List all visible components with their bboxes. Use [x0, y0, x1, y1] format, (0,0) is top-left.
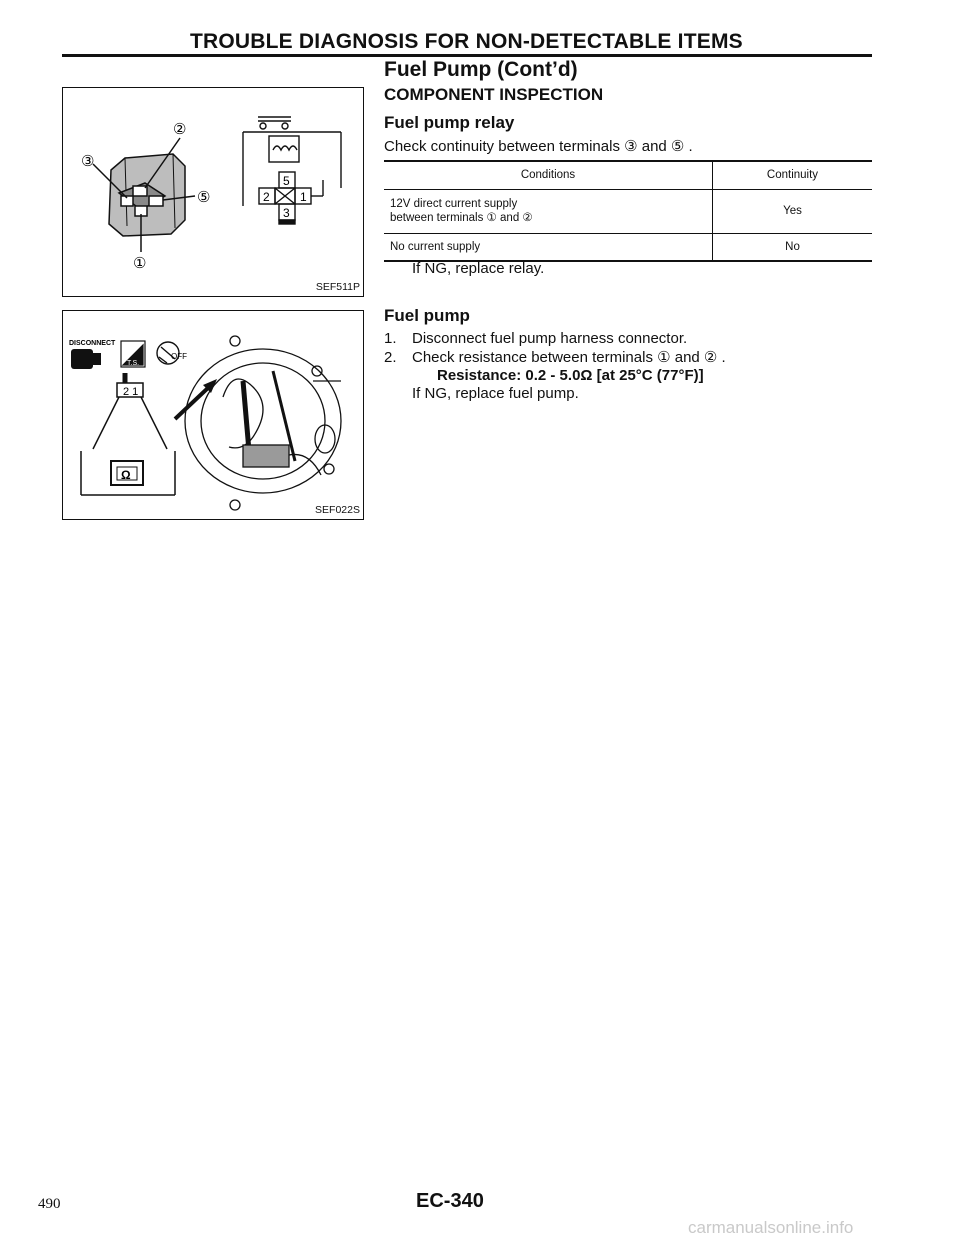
relay-schematic — [243, 117, 341, 224]
pin-label: 3 — [283, 206, 290, 220]
ts-tag: T.S. — [127, 360, 140, 367]
connector-pins: 2 1 — [123, 386, 139, 398]
disconnect-tag: DISCONNECT — [69, 340, 116, 347]
condition-line: between terminals ① and ② — [390, 212, 533, 224]
table-header-conditions: Conditions — [384, 161, 713, 189]
step-item — [384, 330, 687, 347]
table-header-row — [384, 161, 872, 189]
table-row — [384, 233, 872, 261]
header-rule — [62, 54, 872, 57]
page-header-title: TROUBLE DIAGNOSIS FOR NON-DETECTABLE ITEMS — [190, 30, 743, 53]
table-header-continuity: Continuity — [713, 161, 873, 189]
off-tag: OFF — [171, 352, 187, 361]
relay-heading: Fuel pump relay — [384, 113, 515, 132]
callout-label: ⑤ — [197, 189, 211, 206]
pump-heading: Fuel pump — [384, 306, 470, 325]
relay-check-text: Check continuity between terminals ③ and ⑤ . — [384, 138, 693, 155]
continuity-table — [384, 160, 872, 262]
pump-ng-text: If NG, replace fuel pump. — [412, 385, 579, 402]
step-text: Disconnect fuel pump harness connector. — [412, 330, 688, 347]
figure-code: SEF511P — [315, 281, 360, 293]
page-number: 490 — [38, 1196, 61, 1212]
step-text: Check resistance between terminals ① and ② . — [412, 349, 726, 366]
relay-illustration — [63, 88, 363, 296]
ohm-symbol: Ω — [121, 468, 131, 482]
relay-ng-text: If NG, replace relay. — [412, 260, 545, 277]
resistance-spec: Resistance: 0.2 - 5.0Ω [at 25°C (77°F)] — [437, 367, 704, 384]
callout-label: ① — [133, 255, 147, 272]
table-cell-continuity: No — [713, 233, 873, 261]
step-number: 1. — [384, 330, 397, 347]
disconnect-icon — [71, 349, 101, 369]
table-cell-continuity: Yes — [713, 189, 873, 233]
step-number: 2. — [384, 349, 397, 366]
relay-body-drawing — [93, 138, 195, 252]
table-cell-condition: No current supply — [384, 233, 713, 261]
pin-label: 1 — [300, 190, 307, 204]
fuel-pump-illustration — [63, 311, 363, 519]
watermark: carmanualsonline.info — [688, 1218, 854, 1237]
figure-code: SEF022S — [315, 504, 360, 516]
condition-line: 12V direct current supply — [390, 198, 518, 210]
callout-label: ② — [173, 121, 187, 138]
relay-figure — [62, 87, 364, 297]
callout-label: ③ — [81, 153, 95, 170]
subsection-title: COMPONENT INSPECTION — [384, 85, 604, 104]
step-item — [384, 348, 726, 366]
table-cell-condition — [384, 189, 713, 233]
page-code: EC-340 — [416, 1190, 484, 1212]
pin-label: 5 — [283, 174, 290, 188]
fuel-pump-figure — [62, 310, 364, 520]
pin-label: 2 — [263, 190, 270, 204]
section-title: Fuel Pump (Cont’d) — [384, 58, 578, 81]
fuel-pump-unit-drawing — [185, 336, 341, 510]
table-row — [384, 189, 872, 233]
